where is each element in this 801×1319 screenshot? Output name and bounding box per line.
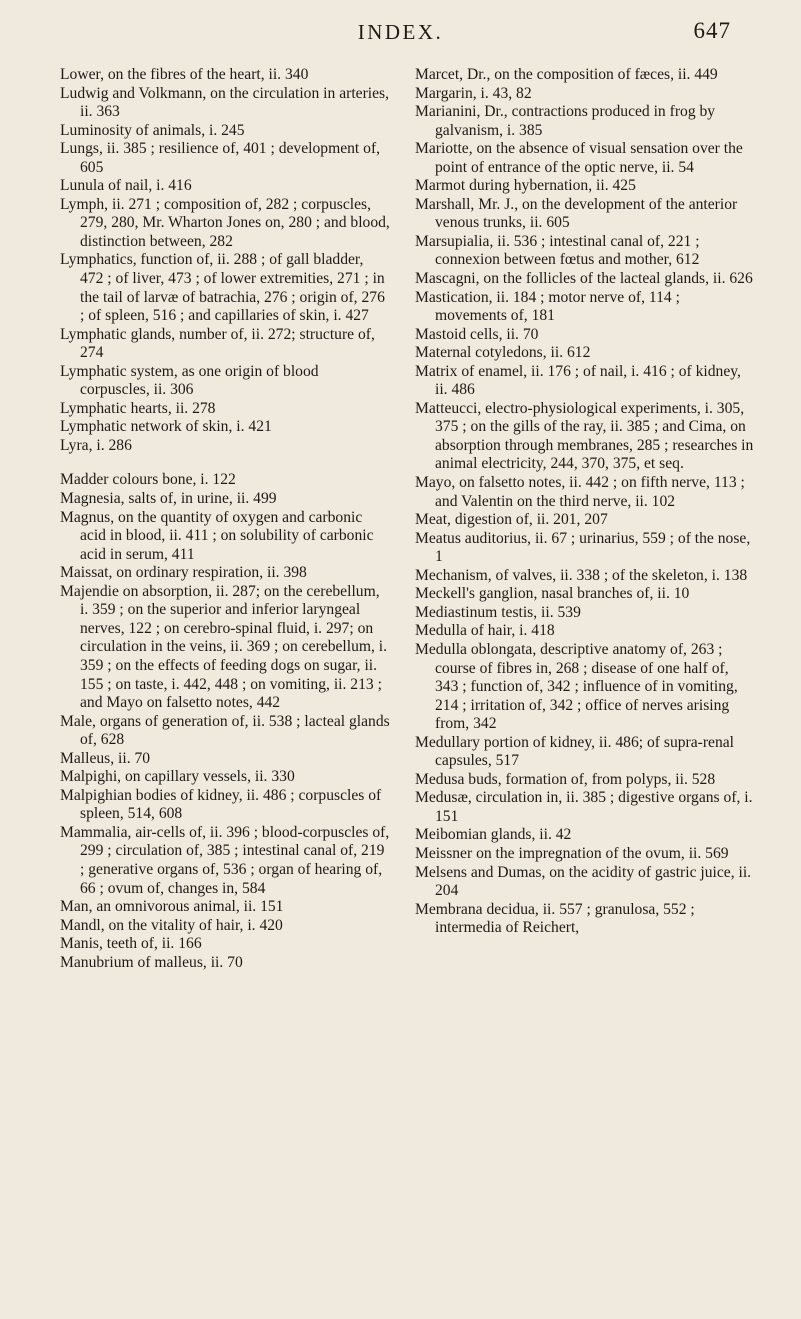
index-entry: Medusa buds, formation of, from polyps, ii. 528 <box>415 770 716 788</box>
index-entry: Magnus, on the quantity of oxygen and carbonic acid in blood, ii. 411 ; on solubility of carbonic acid in serum, 411 <box>60 508 374 563</box>
index-entry: Lymphatic glands, number of, ii. 272; structure of, 274 <box>60 325 375 362</box>
index-entry: Mediastinum testis, ii. 539 <box>415 603 581 621</box>
index-column-right <box>415 66 755 938</box>
index-entry: Membrana decidua, ii. 557 ; granulosa, 552 ; intermedia of Reichert, <box>415 900 695 937</box>
index-entry: Lymphatics, function of, ii. 288 ; of gall bladder, 472 ; of liver, 473 ; of lower extremities, 271 ; in the tail of larvæ of batrachia, 276 ; origin of, 276 ; of spleen, 516 ; and capillaries of skin, i. 427 <box>60 251 385 325</box>
index-column-left <box>60 66 390 972</box>
index-entry: Marianini, Dr., contractions produced in frog by galvanism, i. 385 <box>415 103 716 139</box>
index-entry: Matrix of enamel, ii. 176 ; of nail, i. 416 ; of kidney, ii. 486 <box>415 362 741 399</box>
index-entry: Lunula of nail, i. 416 <box>60 177 192 195</box>
index-entry: Lymphatic system, as one origin of blood corpuscles, ii. 306 <box>60 362 319 399</box>
index-entry: Meibomian glands, ii. 42 <box>415 826 572 844</box>
index-entry: Ludwig and Volkmann, on the circulation in arteries, ii. 363 <box>60 84 389 121</box>
index-entry: Marsupialia, ii. 536 ; intestinal canal of, 221 ; connexion between fœtus and mother, 612 <box>415 232 700 269</box>
index-entry: Majendie on absorption, ii. 287; on the cerebellum, i. 359 ; on the superior and inferior laryngeal nerves, 122 ; on cerebro-spinal fluid, i. 297; on circulation in the veins, ii. 369 ; on cerebellum, i. 359 ; on the effects of feeding dogs on sugar, ii. 155 ; on taste, i. 442, 448 ; on vomiting, ii. 213 ; and Mayo on falsetto notes, 442 <box>60 582 388 712</box>
index-entry: Lymphatic network of skin, i. 421 <box>60 418 272 436</box>
page-number: 647 <box>693 18 731 43</box>
index-entry: Margarin, i. 43, 82 <box>415 84 532 102</box>
page-header <box>0 18 801 48</box>
index-entry: Malpighi, on capillary vessels, ii. 330 <box>60 768 295 786</box>
index-entry: Meckell's ganglion, nasal branches of, ii. 10 <box>415 585 690 603</box>
index-entry: Melsens and Dumas, on the acidity of gastric juice, ii. 204 <box>415 863 752 900</box>
index-entry: Manubrium of malleus, ii. 70 <box>60 953 243 971</box>
index-entry: Malleus, ii. 70 <box>60 749 151 767</box>
index-entry: Marmot during hybernation, ii. 425 <box>415 177 636 195</box>
index-entry: Man, an omnivorous animal, ii. 151 <box>60 898 284 916</box>
index-entry: Marshall, Mr. J., on the development of the anterior venous trunks, ii. 605 <box>415 195 738 232</box>
index-entry: Maissat, on ordinary respiration, ii. 398 <box>60 564 307 582</box>
index-entry-section-start: Madder colours bone, i. 122 <box>60 471 236 489</box>
index-entry: Medullary portion of kidney, ii. 486; of supra-renal capsules, 517 <box>415 733 735 770</box>
index-entry: Malpighian bodies of kidney, ii. 486 ; corpuscles of spleen, 514, 608 <box>60 786 382 823</box>
index-entry: Lymphatic hearts, ii. 278 <box>60 399 216 417</box>
index-entry: Magnesia, salts of, in urine, ii. 499 <box>60 490 277 508</box>
index-entry: Mastoid cells, ii. 70 <box>415 325 539 343</box>
index-entry: Lungs, ii. 385 ; resilience of, 401 ; development of, 605 <box>60 140 381 176</box>
index-entry: Meatus auditorius, ii. 67 ; urinarius, 559 ; of the nose, 1 <box>415 529 751 566</box>
index-entry: Lower, on the fibres of the heart, ii. 340 <box>60 66 309 83</box>
index-entry: Medulla oblongata, descriptive anatomy of, 263 ; course of fibres in, 268 ; disease of one half of, 343 ; function of, 342 ; influence of in vomiting, 214 ; irritation of, 342 ; office of nerves arising from, 342 <box>415 640 738 733</box>
index-entry: Male, organs of generation of, ii. 538 ; lacteal glands of, 628 <box>60 712 390 749</box>
index-entry: Meissner on the impregnation of the ovum, ii. 569 <box>415 844 729 862</box>
index-entry: Maternal cotyledons, ii. 612 <box>415 344 591 362</box>
index-entry: Mayo, on falsetto notes, ii. 442 ; on fifth nerve, 113 ; and Valentin on the third nerve, ii. 102 <box>415 474 745 510</box>
index-entry: Mastication, ii. 184 ; motor nerve of, 114 ; movements of, 181 <box>415 288 680 325</box>
index-entry: Manis, teeth of, ii. 166 <box>60 935 202 953</box>
index-entry: Mammalia, air-cells of, ii. 396 ; blood-corpuscles of, 299 ; circulation of, 385 ; intestinal canal of, 219 ; generative organs of, 536 ; organ of hearing of, 66 ; ovum of, changes in, 584 <box>60 823 390 897</box>
index-entry: Medusæ, circulation in, ii. 385 ; digestive organs of, i. 151 <box>415 789 753 825</box>
index-entry: Meat, digestion of, ii. 201, 207 <box>415 511 608 529</box>
index-entry: Mandl, on the vitality of hair, i. 420 <box>60 916 283 934</box>
page-title: INDEX. <box>357 20 444 44</box>
index-entry: Medulla of hair, i. 418 <box>415 622 555 640</box>
index-entry: Mascagni, on the follicles of the lacteal glands, ii. 626 <box>415 270 753 288</box>
index-entry: Lymph, ii. 271 ; composition of, 282 ; corpuscles, 279, 280, Mr. Wharton Jones on, 280 ; and blood, distinction between, 282 <box>60 195 390 250</box>
index-entry: Matteucci, electro-physiological experiments, i. 305, 375 ; on the gills of the ray, ii. 385 ; and Cima, on absorption through membranes, 285 ; researches in animal electricity, 244, 370, 375, et seq. <box>415 399 754 473</box>
index-entry: Luminosity of animals, i. 245 <box>60 121 245 139</box>
index-entry: Lyra, i. 286 <box>60 436 132 454</box>
index-entry: Mariotte, on the absence of visual sensation over the point of entrance of the optic nerve, ii. 54 <box>415 140 743 176</box>
index-entry: Mechanism, of valves, ii. 338 ; of the skeleton, i. 138 <box>415 566 748 584</box>
index-entry: Marcet, Dr., on the composition of fæces, ii. 449 <box>415 66 718 83</box>
